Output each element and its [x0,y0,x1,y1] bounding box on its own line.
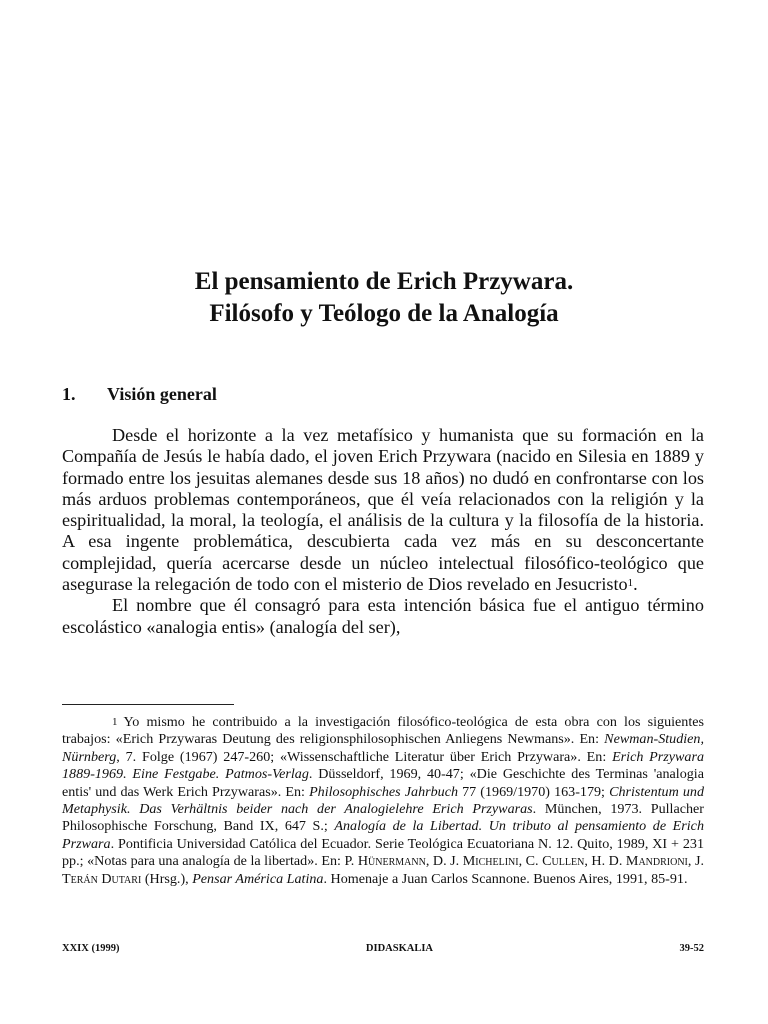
footnote-mark: 1 [112,716,118,728]
paragraph-1-text: Desde el horizonte a la vez metafísico y humanista que su formación en la Compañía de Jesús le había dado, el joven Erich Przywara (nacido en Silesia en 1889 y formado entre los jesuitas alemanes desde sus 18 años) no dudó en confrontarse con los más arduos problemas contemporáneos, que él veía relacionados con la religión y la espiritualidad, la moral, la teología, el análisis de la cultura y la filosofía de la historia. A esa ingente problemática, descubierta cada vez más en su desconcertante complejidad, quería acercarse desde un núcleo intelectual filosófico-teológico que asegurase la relegación de todo con el misterio de Dios revelado en Jesucristo [62,425,704,595]
footer-pages: 39-52 [679,943,704,954]
fn-author-4: Mandrioni [625,853,688,870]
article-title [0,266,768,330]
fn-italic-5: Analogía de la Libertad. Un tributo al pensamiento de Erich Przwara [62,818,704,852]
fn-text-11: (Hrsg.), [141,870,193,887]
paragraph-1 [62,425,704,595]
page-footer [62,943,704,954]
body-text [62,425,704,638]
footnote-reference[interactable]: 1 [627,577,634,590]
footnote-divider [62,704,234,705]
title-line-1: El pensamiento de Erich Przywara. [194,268,574,295]
title-line-2: Filósofo y Teólogo de la Analogía [209,300,559,327]
paragraph-2: El nombre que él consagró para esta intención básica fue el antiguo término escolástico «analogia entis» (analogía del ser), [62,595,704,637]
section-number: 1. [62,384,76,404]
footnote [62,714,704,888]
fn-italic-1: Newman-Studien, Nürnberg [62,731,704,765]
fn-text-1: Yo mismo he contribuido a la investigación filosófico-teológica de esta obra con los siguientes trabajos: «Erich Przywaras Deutung des religionsphilosophischen Anliegens Newmans». En: [62,714,704,748]
section-heading [62,384,217,405]
fn-text-12: . Homenaje a Juan Carlos Scannone. Buenos Aires, 1991, 85-91. [323,870,688,887]
fn-text-2: , 7. Folge (1967) 247-260; «Wissenschaftliche Literatur über Erich Przywara». En: [116,748,613,765]
fn-italic-6: Pensar América Latina [192,870,324,887]
fn-text-5: . München, 1973. Pullacher Philosophische Forschung, Band IX, 647 S.; [62,801,704,835]
fn-text-9: , H. D. [584,853,626,870]
paragraph-1-end: . [633,574,638,595]
fn-text-10: , J. [687,853,704,870]
fn-text-7: , D. J. [425,853,463,870]
fn-author-1: Hünermann [357,853,426,870]
fn-author-2: Michelini [462,853,519,870]
fn-text-4: 77 (1969/1970) 163-179; [458,783,610,800]
fn-italic-3: Philosophisches Jahrbuch [309,783,458,800]
footer-volume: XXIX (1999) [62,943,120,954]
fn-text-6: . Pontificia Universidad Católica del Ecuador. Serie Teológica Ecuatoriana N. 12. Quito, 1989, XI + 231 pp.; «Notas para una analogía de la libertad». En: P. [62,835,704,870]
footer-journal: DIDASKALIA [365,943,434,954]
fn-italic-4: Christentum und Metaphysik. Das Verhältnis beider nach der Analogielehre Erich Przywaras [62,783,704,818]
fn-text-8: , C. [518,853,543,870]
fn-author-3: Cullen [542,853,585,870]
fn-author-5: Terán Dutari [62,870,142,887]
section-title: Visión general [107,384,217,404]
fn-italic-2: Erich Przywara 1889-1969. Eine Festgabe. Patmos-Verlag [62,748,704,783]
fn-text-3: . Düsseldorf, 1969, 40-47; «Die Geschichte des Terminas 'analogia entis' und das Werk Erich Przywaras». En: [62,766,704,800]
